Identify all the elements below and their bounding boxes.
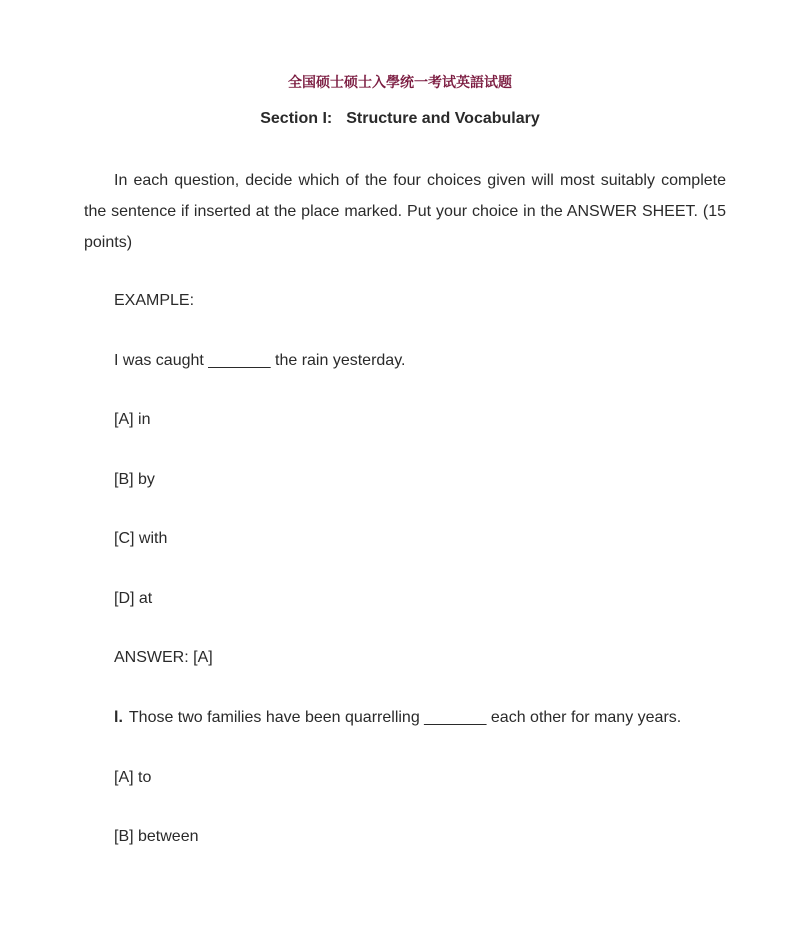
section-heading <box>0 110 800 128</box>
example-option-c: [C] with <box>114 530 168 547</box>
question-1-option-b: [B] between <box>114 828 199 845</box>
question-1 <box>114 709 681 727</box>
example-option-d: [D] at <box>114 590 153 607</box>
question-1-option-a: [A] to <box>114 769 152 786</box>
example-label: EXAMPLE: <box>114 292 195 309</box>
example-sentence: I was caught _______ the rain yesterday. <box>114 352 406 369</box>
example-answer: ANSWER: [A] <box>114 649 213 666</box>
section-name: Structure and Vocabulary <box>346 110 540 127</box>
instructions-paragraph: In each question, decide which of the four choices given will most suitably complete the sentence if inserted at the place marked. Put your choice in the ANSWER SHEET. (15 points) <box>84 172 726 251</box>
question-number: l. <box>114 709 123 726</box>
example-option-b: [B] by <box>114 471 155 488</box>
section-label: Section I: <box>260 110 333 127</box>
document-title: 全国硕士硕士入學统一考试英語试题 <box>288 75 512 91</box>
example-option-a: [A] in <box>114 411 151 428</box>
question-sentence: Those two families have been quarrelling _______ each other for many years. <box>128 709 682 726</box>
